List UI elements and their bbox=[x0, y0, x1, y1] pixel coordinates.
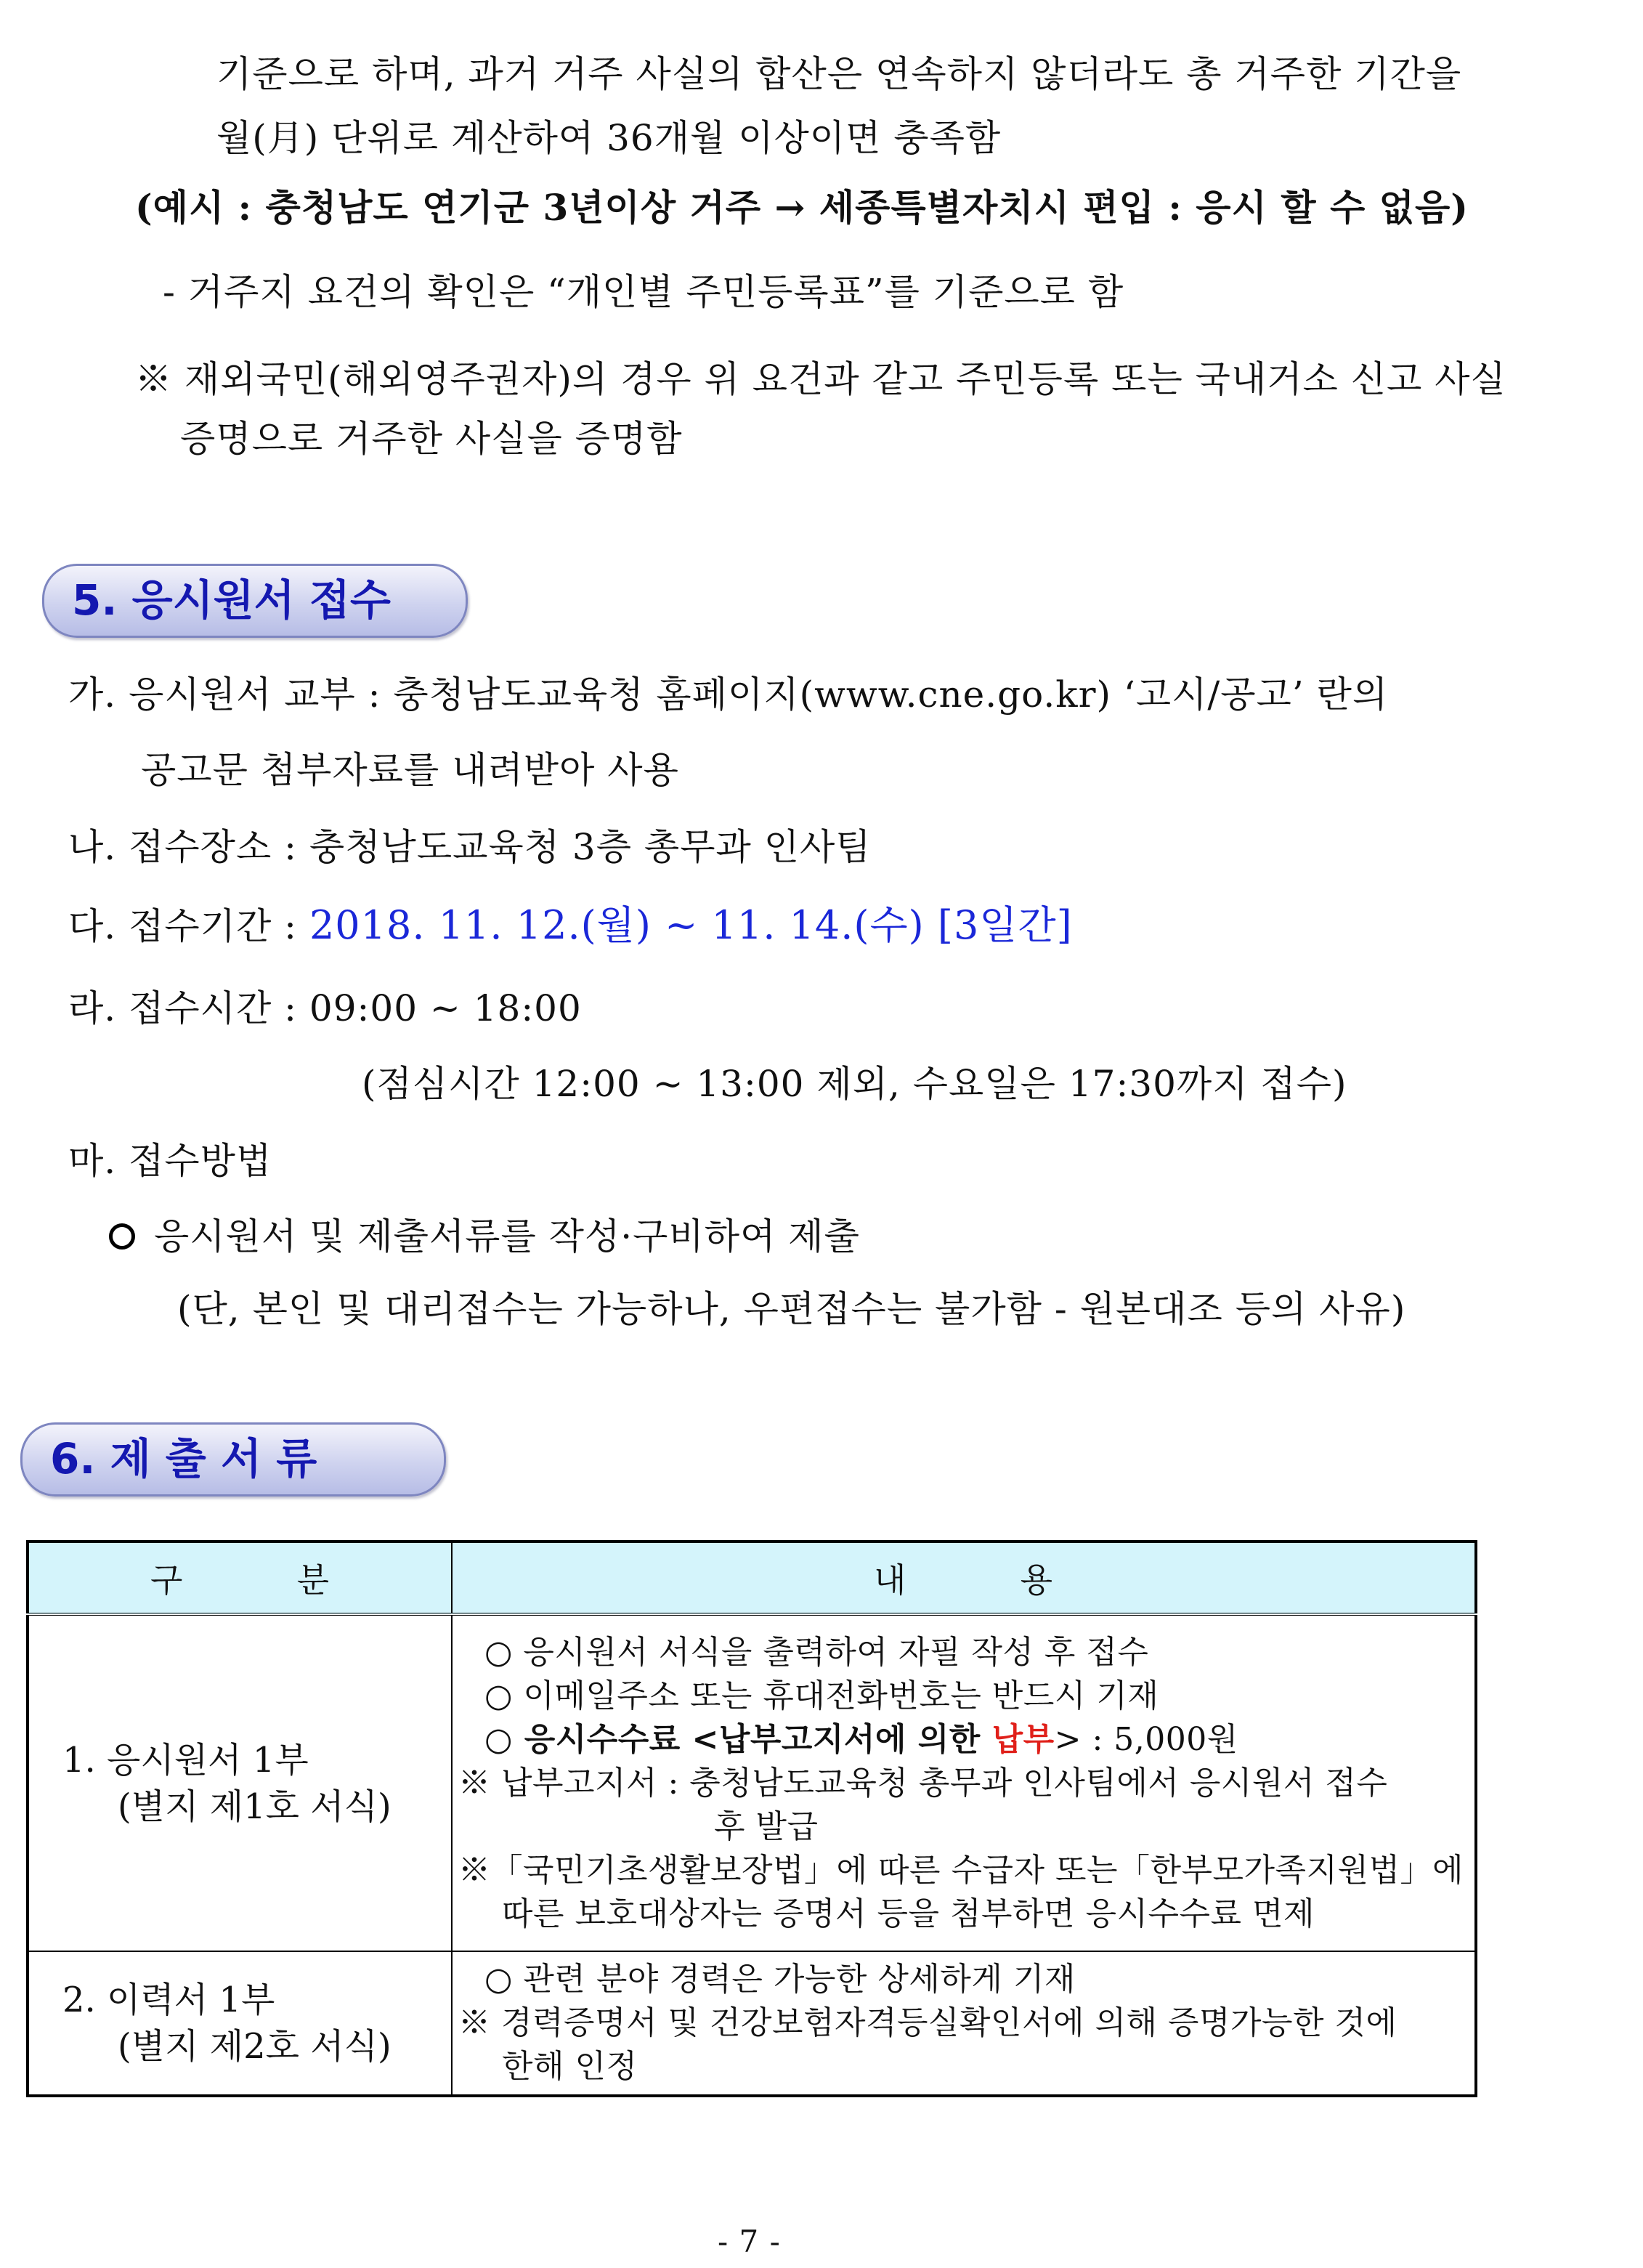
section6-title: 6. 제 출 서 류 bbox=[50, 1434, 317, 1483]
residence-example: (예시 : 충청남도 연기군 3년이상 거주 → 세종특별자치시 편입 : 응시 할 수 없음) bbox=[135, 186, 1469, 229]
row2-content bbox=[452, 1951, 1476, 2096]
section5-ma-note: (단, 본인 및 대리접수는 가능하나, 우편접수는 불가함 - 원본대조 등의 사유) bbox=[177, 1288, 1406, 1330]
documents-table bbox=[26, 1540, 1477, 2097]
row1-content bbox=[452, 1614, 1476, 1951]
row2-content-line: 한해 인정 bbox=[502, 2048, 638, 2085]
overseas-note-line2: 증명으로 거주한 사실을 증명함 bbox=[180, 418, 683, 460]
row2-category-line2: (별지 제2호 서식) bbox=[118, 2026, 392, 2067]
residence-text-line2: 월(月) 단위로 계산하여 36개월 이상이면 충족함 bbox=[216, 117, 1002, 159]
section6-heading bbox=[20, 1422, 446, 1497]
table-row bbox=[28, 1614, 1476, 1951]
row2-category bbox=[28, 1951, 452, 2096]
section5-ra-note: (점심시간 12:00 ~ 13:00 제외, 수요일은 17:30까지 접수) bbox=[362, 1063, 1347, 1105]
row1-fee-red: 납부 bbox=[991, 1720, 1055, 1758]
table-header-category: 구 분 bbox=[28, 1542, 452, 1614]
residence-dash-note: - 거주지 요건의 확인은 “개인별 주민등록표”를 기준으로 함 bbox=[163, 271, 1124, 313]
row1-content-line: ○ 응시원서 서식을 출력하여 자필 작성 후 접수 bbox=[484, 1633, 1149, 1671]
section5-ra: 라. 접수시간 : 09:00 ~ 18:00 bbox=[68, 987, 582, 1029]
section5-na: 나. 접수장소 : 충청남도교육청 3층 총무과 인사팀 bbox=[68, 826, 872, 868]
table-row bbox=[28, 1951, 1476, 2096]
row2-content-line: ○ 관련 분야 경력은 가능한 상세하게 기재 bbox=[484, 1961, 1076, 1998]
row1-content-line: 따른 보호대상자는 증명서 등을 첨부하면 응시수수료 면제 bbox=[502, 1895, 1315, 1932]
row1-fee-post: > : 5,000원 bbox=[1054, 1720, 1238, 1758]
section5-ma-item-text: 응시원서 및 제출서류를 작성·구비하여 제출 bbox=[154, 1215, 860, 1257]
table-header-row bbox=[28, 1542, 1476, 1614]
row1-fee-line bbox=[458, 1718, 1469, 1762]
section5-ga-line1: 가. 응시원서 교부 : 충청남도교육청 홈페이지(www.cne.go.kr) ‘고시/공고’ 란의 bbox=[68, 673, 1389, 716]
section5-heading bbox=[42, 564, 468, 638]
row1-fee-pre: ○ 응시수수료 <납부고지서에 의한 bbox=[484, 1720, 992, 1758]
section5-da bbox=[68, 902, 1073, 949]
section5-title: 5. 응시원서 접수 bbox=[72, 575, 391, 625]
section5-ma: 마. 접수방법 bbox=[68, 1140, 272, 1182]
row1-content-line: ※「국민기초생활보장법」에 따른 수급자 또는「한부모가족지원법」에 bbox=[458, 1851, 1464, 1889]
row1-category-line2: (별지 제1호 서식) bbox=[118, 1786, 392, 1827]
residence-text-line1: 기준으로 하며, 과거 거주 사실의 합산은 연속하지 않더라도 총 거주한 기간을 bbox=[216, 53, 1462, 95]
section5-ma-item bbox=[109, 1213, 860, 1260]
row1-content-line: ※ 납부고지서 : 충청남도교육청 총무과 인사팀에서 응시원서 접수 bbox=[458, 1764, 1388, 1802]
row1-content-line: 후 발급 bbox=[714, 1807, 819, 1845]
row2-content-line: ※ 경력증명서 및 건강보험자격등실확인서에 의해 증명가능한 것에 bbox=[458, 2004, 1397, 2041]
circle-bullet-icon bbox=[109, 1223, 135, 1250]
row1-category-line1: 1. 응시원서 1부 bbox=[62, 1739, 309, 1781]
section5-ga-line2: 공고문 첨부자료를 내려받아 사용 bbox=[141, 749, 679, 791]
overseas-note-line1: ※ 재외국민(해외영주권자)의 경우 위 요건과 같고 주민등록 또는 국내거소 신고 사실 bbox=[135, 358, 1506, 400]
table-header-content: 내 용 bbox=[452, 1542, 1476, 1614]
row1-content-line: ○ 이메일주소 또는 휴대전화번호는 반드시 기재 bbox=[484, 1677, 1159, 1714]
section5-da-label: 다. 접수기간 : bbox=[68, 905, 298, 947]
row1-category bbox=[28, 1614, 452, 1951]
row2-category-line1: 2. 이력서 1부 bbox=[62, 1980, 275, 2020]
section5-da-period: 2018. 11. 12.(월) ~ 11. 14.(수) [3일간] bbox=[309, 902, 1073, 948]
page-number: - 7 - bbox=[718, 2224, 781, 2259]
